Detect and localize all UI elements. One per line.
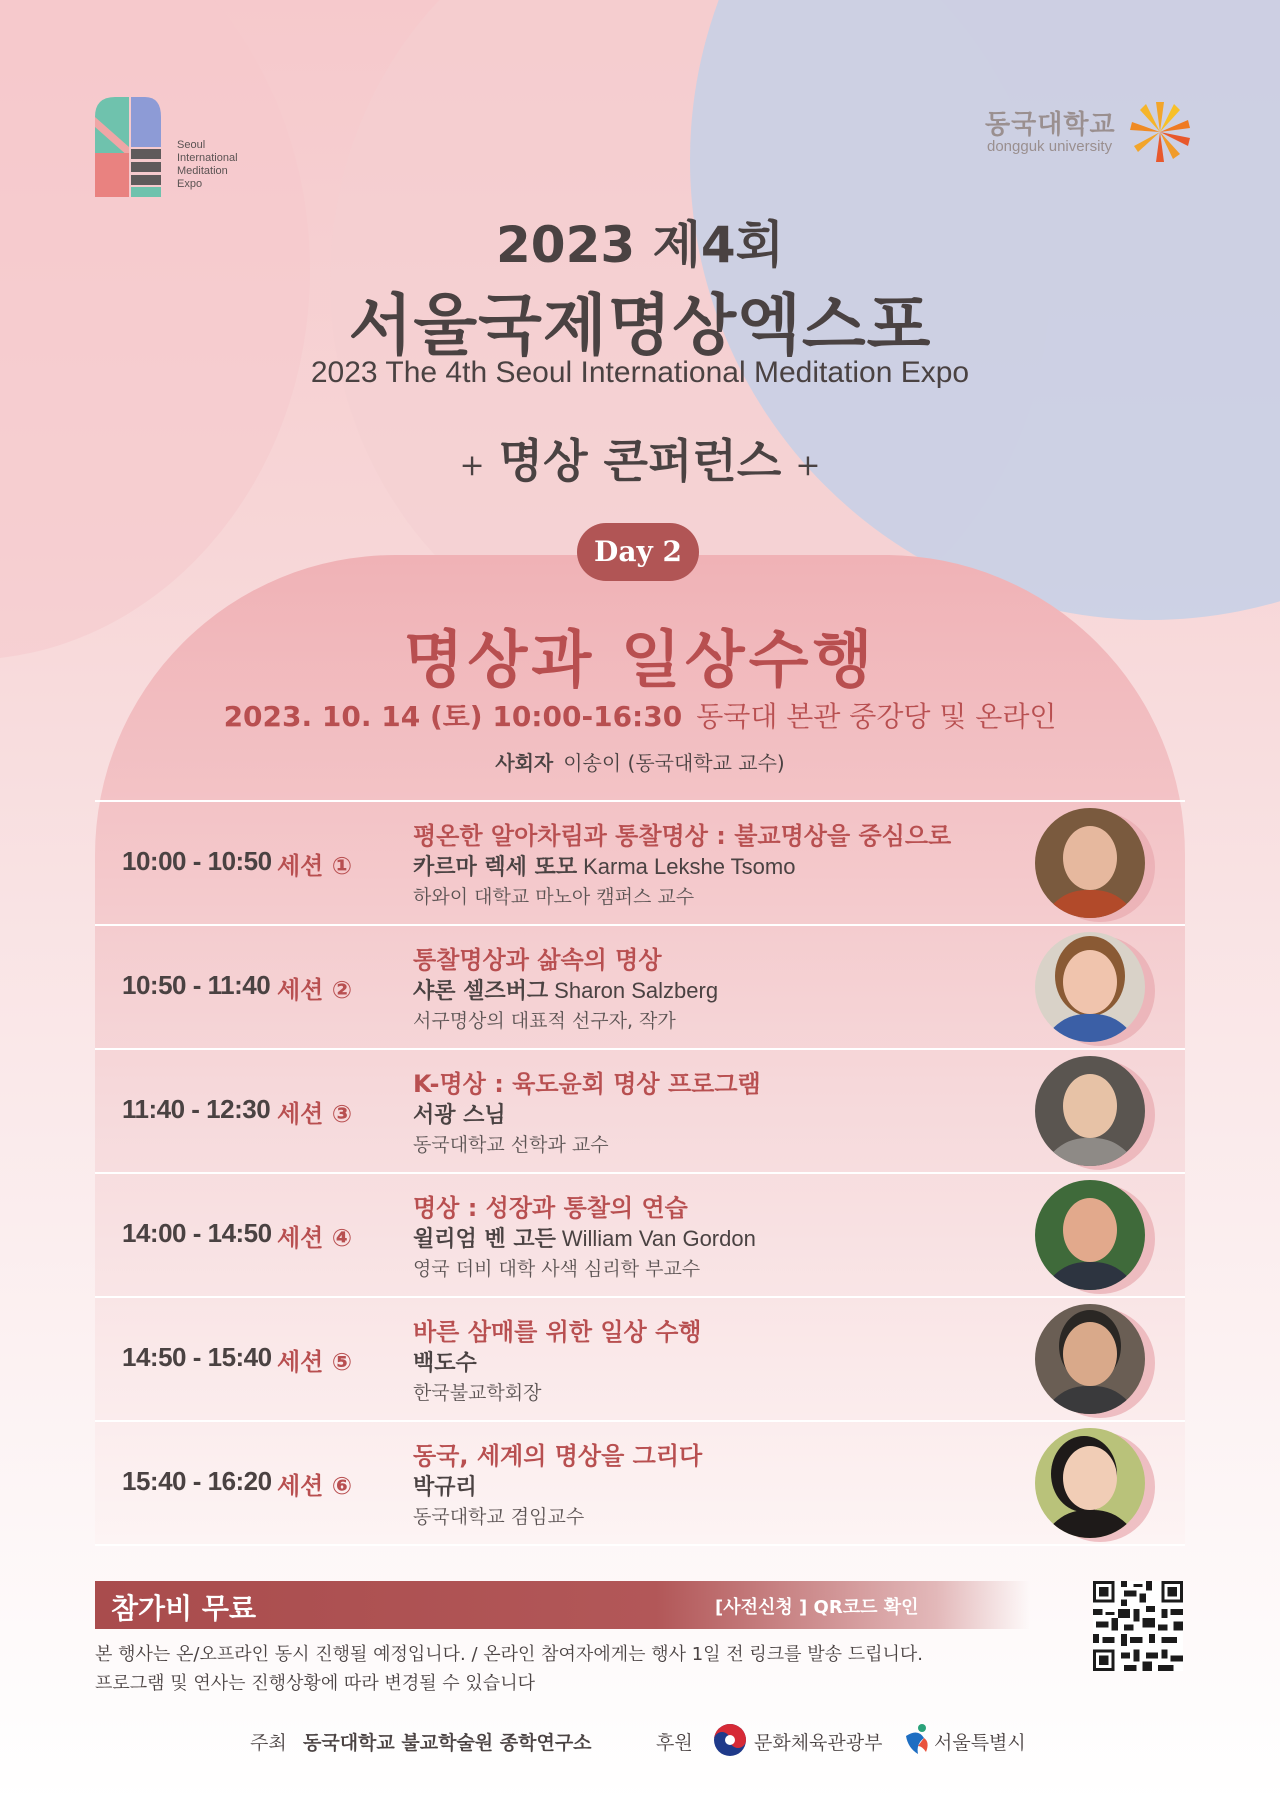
session-row bbox=[95, 1420, 1185, 1546]
notice-line: 프로그램 및 연사는 진행상황에 따라 변경될 수 있습니다 bbox=[95, 1673, 535, 1694]
session-title: 통찰명상과 삶속의 명상 bbox=[413, 946, 662, 974]
session-row bbox=[95, 1296, 1185, 1420]
speaker-name-ko: 샤론 셀즈버그 bbox=[413, 979, 549, 1004]
session-time: 14:00 - 14:50 bbox=[122, 1218, 272, 1248]
sponsor-label: 후원 bbox=[656, 1732, 693, 1754]
speaker-affiliation: 영국 더비 대학 사색 심리학 부교수 bbox=[413, 1258, 701, 1280]
event-notice bbox=[95, 1640, 923, 1698]
speaker-name-en: Karma Lekshe Tsomo bbox=[583, 854, 796, 879]
speaker-name-ko: 서광 스님 bbox=[413, 1103, 506, 1128]
session-row bbox=[95, 1172, 1185, 1296]
session-list bbox=[95, 800, 1185, 1546]
speaker bbox=[413, 1098, 512, 1129]
session-number: 세션 ⑤ bbox=[277, 1348, 353, 1376]
session-time: 14:50 - 15:40 bbox=[122, 1342, 272, 1372]
event-title-ko: 서울국제명상엑스포 bbox=[348, 287, 932, 364]
seoul-emblem-icon bbox=[902, 1722, 932, 1756]
speaker bbox=[413, 1346, 483, 1377]
speaker-affiliation: 동국대학교 선학과 교수 bbox=[413, 1134, 609, 1156]
notice-line: 본 행사는 온/오프라인 동시 진행될 예정입니다. / 온라인 참여자에게는 행사 1일 전 링크를 발송 드립니다. bbox=[95, 1644, 924, 1665]
expo-logo-text: Seoul International Meditation Expo bbox=[177, 139, 238, 190]
registration-bar bbox=[95, 1581, 1030, 1629]
moderator-line bbox=[0, 747, 1280, 776]
session-number: 세션 ④ bbox=[277, 1224, 353, 1252]
plus-mark: + bbox=[795, 447, 821, 483]
sponsor-seoul: 서울특별시 bbox=[934, 1732, 1026, 1754]
session-time: 11:40 - 12:30 bbox=[122, 1094, 271, 1124]
session-title: 동국, 세계의 명상을 그리다 bbox=[413, 1442, 703, 1470]
speaker-photo bbox=[1035, 1304, 1145, 1414]
speaker bbox=[413, 974, 718, 1005]
session-row bbox=[95, 800, 1185, 924]
conference-subtitle bbox=[0, 425, 1280, 491]
day-theme: 명상과 일상수행 bbox=[403, 623, 877, 696]
speaker-photo bbox=[1035, 1180, 1145, 1290]
session-number: 세션 ② bbox=[277, 976, 353, 1004]
session-number: 세션 ① bbox=[277, 852, 353, 880]
session-number: 세션 ③ bbox=[277, 1100, 353, 1128]
session-row bbox=[95, 1048, 1185, 1172]
moderator-label: 사회자 bbox=[495, 751, 554, 775]
footer bbox=[0, 1722, 1280, 1762]
event-datetime: 2023. 10. 14 (토) 10:00-16:30 bbox=[223, 700, 683, 733]
speaker bbox=[413, 1470, 483, 1501]
dongguk-logo bbox=[985, 98, 1195, 162]
host-label: 주최 bbox=[250, 1732, 287, 1754]
session-number: 세션 ⑥ bbox=[277, 1472, 353, 1500]
taegeuk-emblem-icon bbox=[712, 1722, 748, 1758]
session-title: K-명상 : 육도윤회 명상 프로그램 bbox=[413, 1070, 761, 1098]
speaker-name-en: William Van Gordon bbox=[561, 1226, 756, 1251]
speaker-affiliation: 동국대학교 겸임교수 bbox=[413, 1506, 585, 1528]
expo-logo bbox=[95, 97, 255, 197]
session-time: 10:50 - 11:40 bbox=[122, 970, 271, 1000]
university-name-ko: 동국대학교 bbox=[985, 110, 1116, 140]
speaker-name-en: Sharon Salzberg bbox=[554, 978, 719, 1003]
conference-subtitle-text: 명상 콘퍼런스 bbox=[498, 434, 782, 488]
event-location: 동국대 본관 중강당 및 온라인 bbox=[696, 700, 1057, 733]
plus-mark: + bbox=[459, 447, 485, 483]
session-title: 명상 : 성장과 통찰의 연습 bbox=[413, 1194, 688, 1222]
speaker-photo bbox=[1035, 1056, 1145, 1166]
session-row bbox=[95, 924, 1185, 1048]
event-edition: 2023 제4회 bbox=[496, 216, 784, 274]
university-name-en: dongguk university bbox=[987, 138, 1113, 155]
speaker-name-ko: 윌리엄 벤 고든 bbox=[413, 1227, 556, 1252]
speaker-name-ko: 카르마 렉세 또모 bbox=[413, 855, 578, 880]
session-title: 평온한 알아차림과 통찰명상 : 불교명상을 중심으로 bbox=[413, 822, 952, 850]
fee-label: 참가비 무료 bbox=[111, 1592, 256, 1625]
speaker-name-ko: 박규리 bbox=[413, 1475, 477, 1500]
session-title: 바른 삼매를 위한 일상 수행 bbox=[413, 1318, 702, 1346]
moderator-name: 이송이 (동국대학교 교수) bbox=[563, 751, 785, 775]
speaker-photo bbox=[1035, 808, 1145, 918]
speaker bbox=[413, 1222, 756, 1253]
date-location-line bbox=[0, 695, 1280, 735]
expo-logo-mark-icon bbox=[95, 97, 165, 197]
registration-qr-code-icon[interactable] bbox=[1093, 1581, 1183, 1671]
host-name: 동국대학교 불교학술원 종학연구소 bbox=[303, 1732, 592, 1754]
event-title-en: 2023 The 4th Seoul International Meditation Expo bbox=[310, 356, 970, 389]
speaker-affiliation: 하와이 대학교 마노아 캠퍼스 교수 bbox=[413, 886, 695, 908]
lotus-burst-icon bbox=[1125, 98, 1195, 162]
speaker-photo bbox=[1035, 932, 1145, 1042]
pre-register-label: [사전신청 ] QR코드 확인 bbox=[715, 1597, 919, 1618]
day-badge: Day 2 bbox=[577, 523, 699, 581]
speaker-affiliation: 서구명상의 대표적 선구자, 작가 bbox=[413, 1010, 676, 1032]
speaker-photo bbox=[1035, 1428, 1145, 1538]
session-time: 15:40 - 16:20 bbox=[122, 1466, 272, 1496]
speaker-affiliation: 한국불교학회장 bbox=[413, 1382, 542, 1404]
sponsor-mcst: 문화체육관광부 bbox=[754, 1732, 883, 1754]
speaker-name-ko: 백도수 bbox=[413, 1351, 477, 1376]
session-time: 10:00 - 10:50 bbox=[122, 846, 272, 876]
speaker bbox=[413, 850, 795, 881]
